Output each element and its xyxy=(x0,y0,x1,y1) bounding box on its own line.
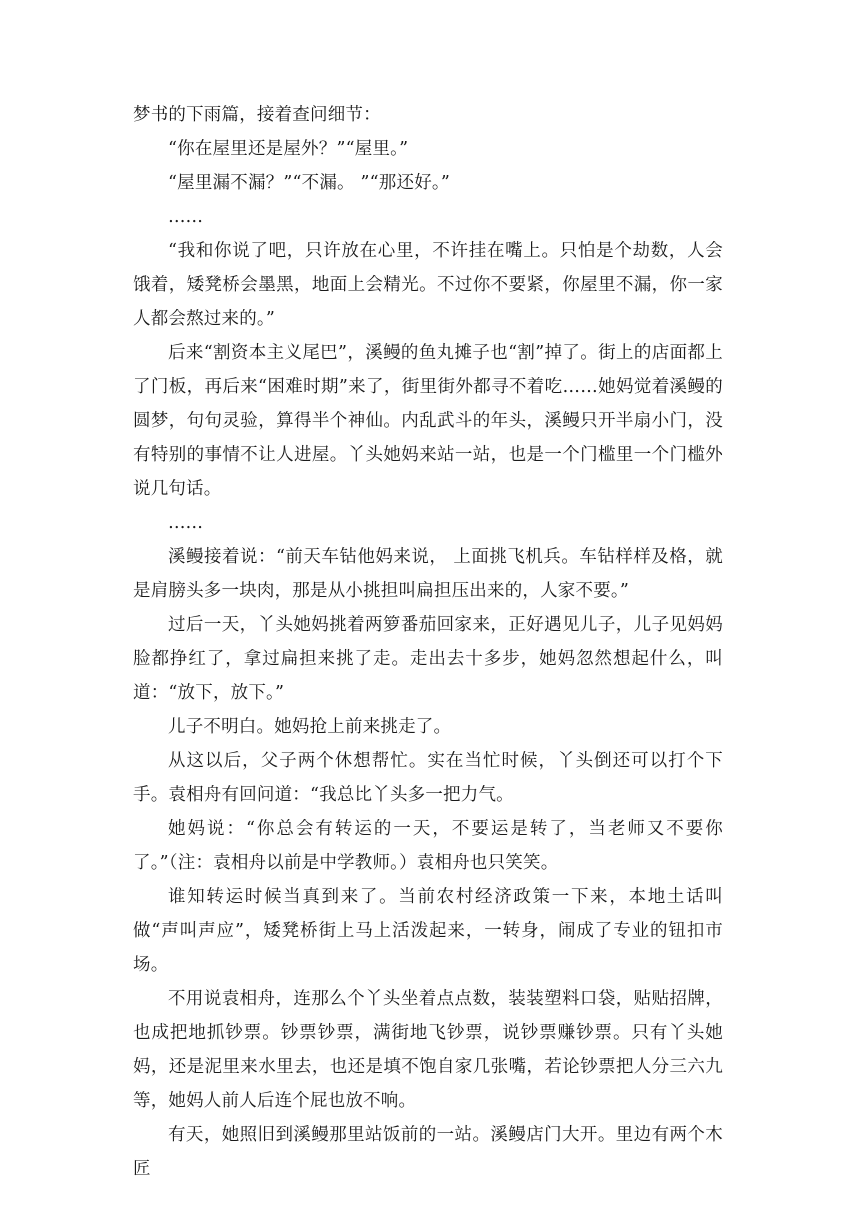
paragraph-13: 谁知转运时候当真到来了。当前农村经济政策一下来，本地土话叫做“声叫声应”，矮凳桥街上马上活泼起来，一转身，闹成了专业的钮扣市场。 xyxy=(133,887,723,975)
paragraph-8: 溪鳗接着说：“前天车钻他妈来说， 上面挑飞机兵。车钻样样及格，就是肩膀头多一块肉，那是从小挑担叫扁担压出来的，人家不要。” xyxy=(133,547,723,601)
paragraph-15: 有天，她照旧到溪鳗那里站饭前的一站。溪鳗店门大开。里边有两个木匠 xyxy=(133,1125,723,1179)
paragraph-12: 她妈说：“你总会有转运的一天，不要运是转了，当老师又不要你了。”（注：袁相舟以前是中学教师。）袁相舟也只笑笑。 xyxy=(133,819,723,873)
ellipsis-2: …… xyxy=(168,513,203,533)
ellipsis-1: …… xyxy=(168,207,203,227)
paragraph-3: “屋里漏不漏？”“不漏。 ”“那还好。” xyxy=(168,173,450,193)
paragraph-14: 不用说袁相舟，连那么个丫头坐着点点数，装装塑料口袋，贴贴招牌，也成把地抓钞票。钞票钞票，满街地飞钞票，说钞票赚钞票。只有丫头她妈，还是泥里来水里去，也还是填不饱自家几张嘴，若论钞票把人分三六九等，她妈人前人后连个屁也放不响。 xyxy=(133,989,723,1111)
paragraph-5: “我和你说了吧，只许放在心里，不许挂在嘴上。只怕是个劫数，人会饿着，矮凳桥会墨黑，地面上会精光。不过你不要紧，你屋里不漏，你一家人都会熬过来的。” xyxy=(133,241,723,329)
paragraph-9: 过后一天，丫头她妈挑着两箩番茄回家来，正好遇见儿子，儿子见妈妈脸都挣红了，拿过扁担来挑了走。走出去十多步，她妈忽然想起什么，叫道：“放下，放下。” xyxy=(133,615,723,703)
paragraph-6: 后来“割资本主义尾巴”，溪鳗的鱼丸摊子也“割”掉了。街上的店面都上了门板，再后来“困难时期”来了，街里街外都寻不着吃……她妈觉着溪鳗的圆梦，句句灵验，算得半个神仙。内乱武斗的年头，溪鳗只开半扇小门，没有特别的事情不让人进屋。丫头她妈来站一站，也是一个门槛里一个门槛外说几句话。 xyxy=(133,343,723,499)
paragraph-1: 梦书的下雨篇，接着查问细节： xyxy=(133,105,381,125)
paragraph-10: 儿子不明白。她妈抢上前来挑走了。 xyxy=(168,717,452,737)
document-page xyxy=(133,98,723,1186)
paragraph-11: 从这以后，父子两个休想帮忙。实在当忙时候，丫头倒还可以打个下手。袁相舟有回问道：“我总比丫头多一把力气。 xyxy=(133,751,723,805)
paragraph-2: “你在屋里还是屋外？”“屋里。” xyxy=(168,139,409,159)
